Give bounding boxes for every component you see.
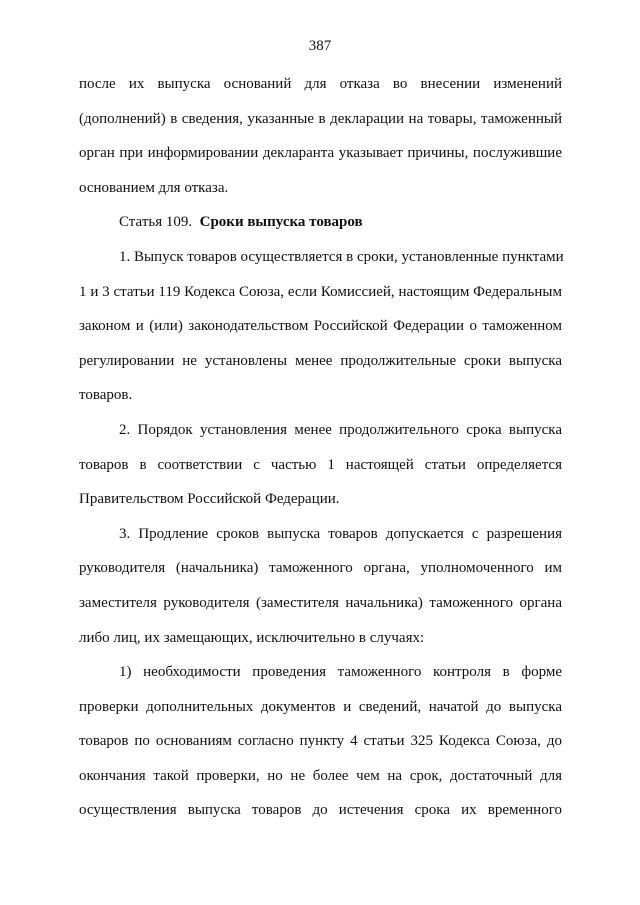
article-title: Сроки выпуска товаров — [199, 214, 363, 231]
text-line: товаров. — [79, 387, 133, 404]
paragraph-2 — [79, 418, 562, 522]
paragraph-3 — [79, 522, 562, 660]
document-body — [79, 72, 562, 833]
text-line: осуществления выпуска товаров до истечения срока их временного — [79, 802, 562, 819]
text-line: 1 и 3 статьи 119 Кодекса Союза, если Комиссией, настоящим Федеральным — [79, 283, 562, 300]
text-line: руководителя (начальника) таможенного органа, уполномоченного им — [79, 560, 562, 577]
text-line: после их выпуска оснований для отказа во внесении изменений — [79, 76, 562, 92]
text-line: (дополнений) в сведения, указанные в декларации на товары, таможенный — [79, 110, 562, 127]
text-line: товаров в соответствии с частью 1 настоящей статьи определяется — [79, 456, 562, 473]
text-line: проверки дополнительных документов и сведений, начатой до выпуска — [79, 698, 562, 715]
text-line: основанием для отказа. — [79, 179, 229, 196]
paragraph-continuation — [79, 72, 562, 210]
text-line: Правительством Российской Федерации. — [79, 491, 340, 508]
article-heading — [79, 210, 562, 245]
text-line: 1) необходимости проведения таможенного контроля в форме — [119, 664, 562, 681]
text-line: регулировании не установлены менее продолжительные сроки выпуска — [79, 352, 562, 369]
page-number: 387 — [308, 38, 332, 54]
paragraph-1 — [79, 245, 562, 418]
text-line: 1. Выпуск товаров осуществляется в сроки, установленные пунктами — [119, 248, 564, 265]
text-line: либо лиц, их замещающих, исключительно в случаях: — [79, 629, 425, 646]
article-prefix: Статья 109. — [119, 214, 193, 231]
text-line: 3. Продление сроков выпуска товаров допускается с разрешения — [119, 525, 562, 542]
text-line: 2. Порядок установления менее продолжительного срока выпуска — [119, 421, 562, 438]
text-line: законом и (или) законодательством Российской Федерации о таможенном — [79, 318, 562, 335]
paragraph-4 — [79, 660, 562, 833]
text-line: заместителя руководителя (заместителя начальника) таможенного органа — [79, 594, 562, 611]
text-line: орган при информировании декларанта указывает причины, послужившие — [79, 145, 562, 162]
text-line: товаров по основаниям согласно пункту 4 статьи 325 Кодекса Союза, до — [79, 733, 562, 750]
text-line: окончания такой проверки, но не более чем на срок, достаточный для — [79, 767, 562, 784]
